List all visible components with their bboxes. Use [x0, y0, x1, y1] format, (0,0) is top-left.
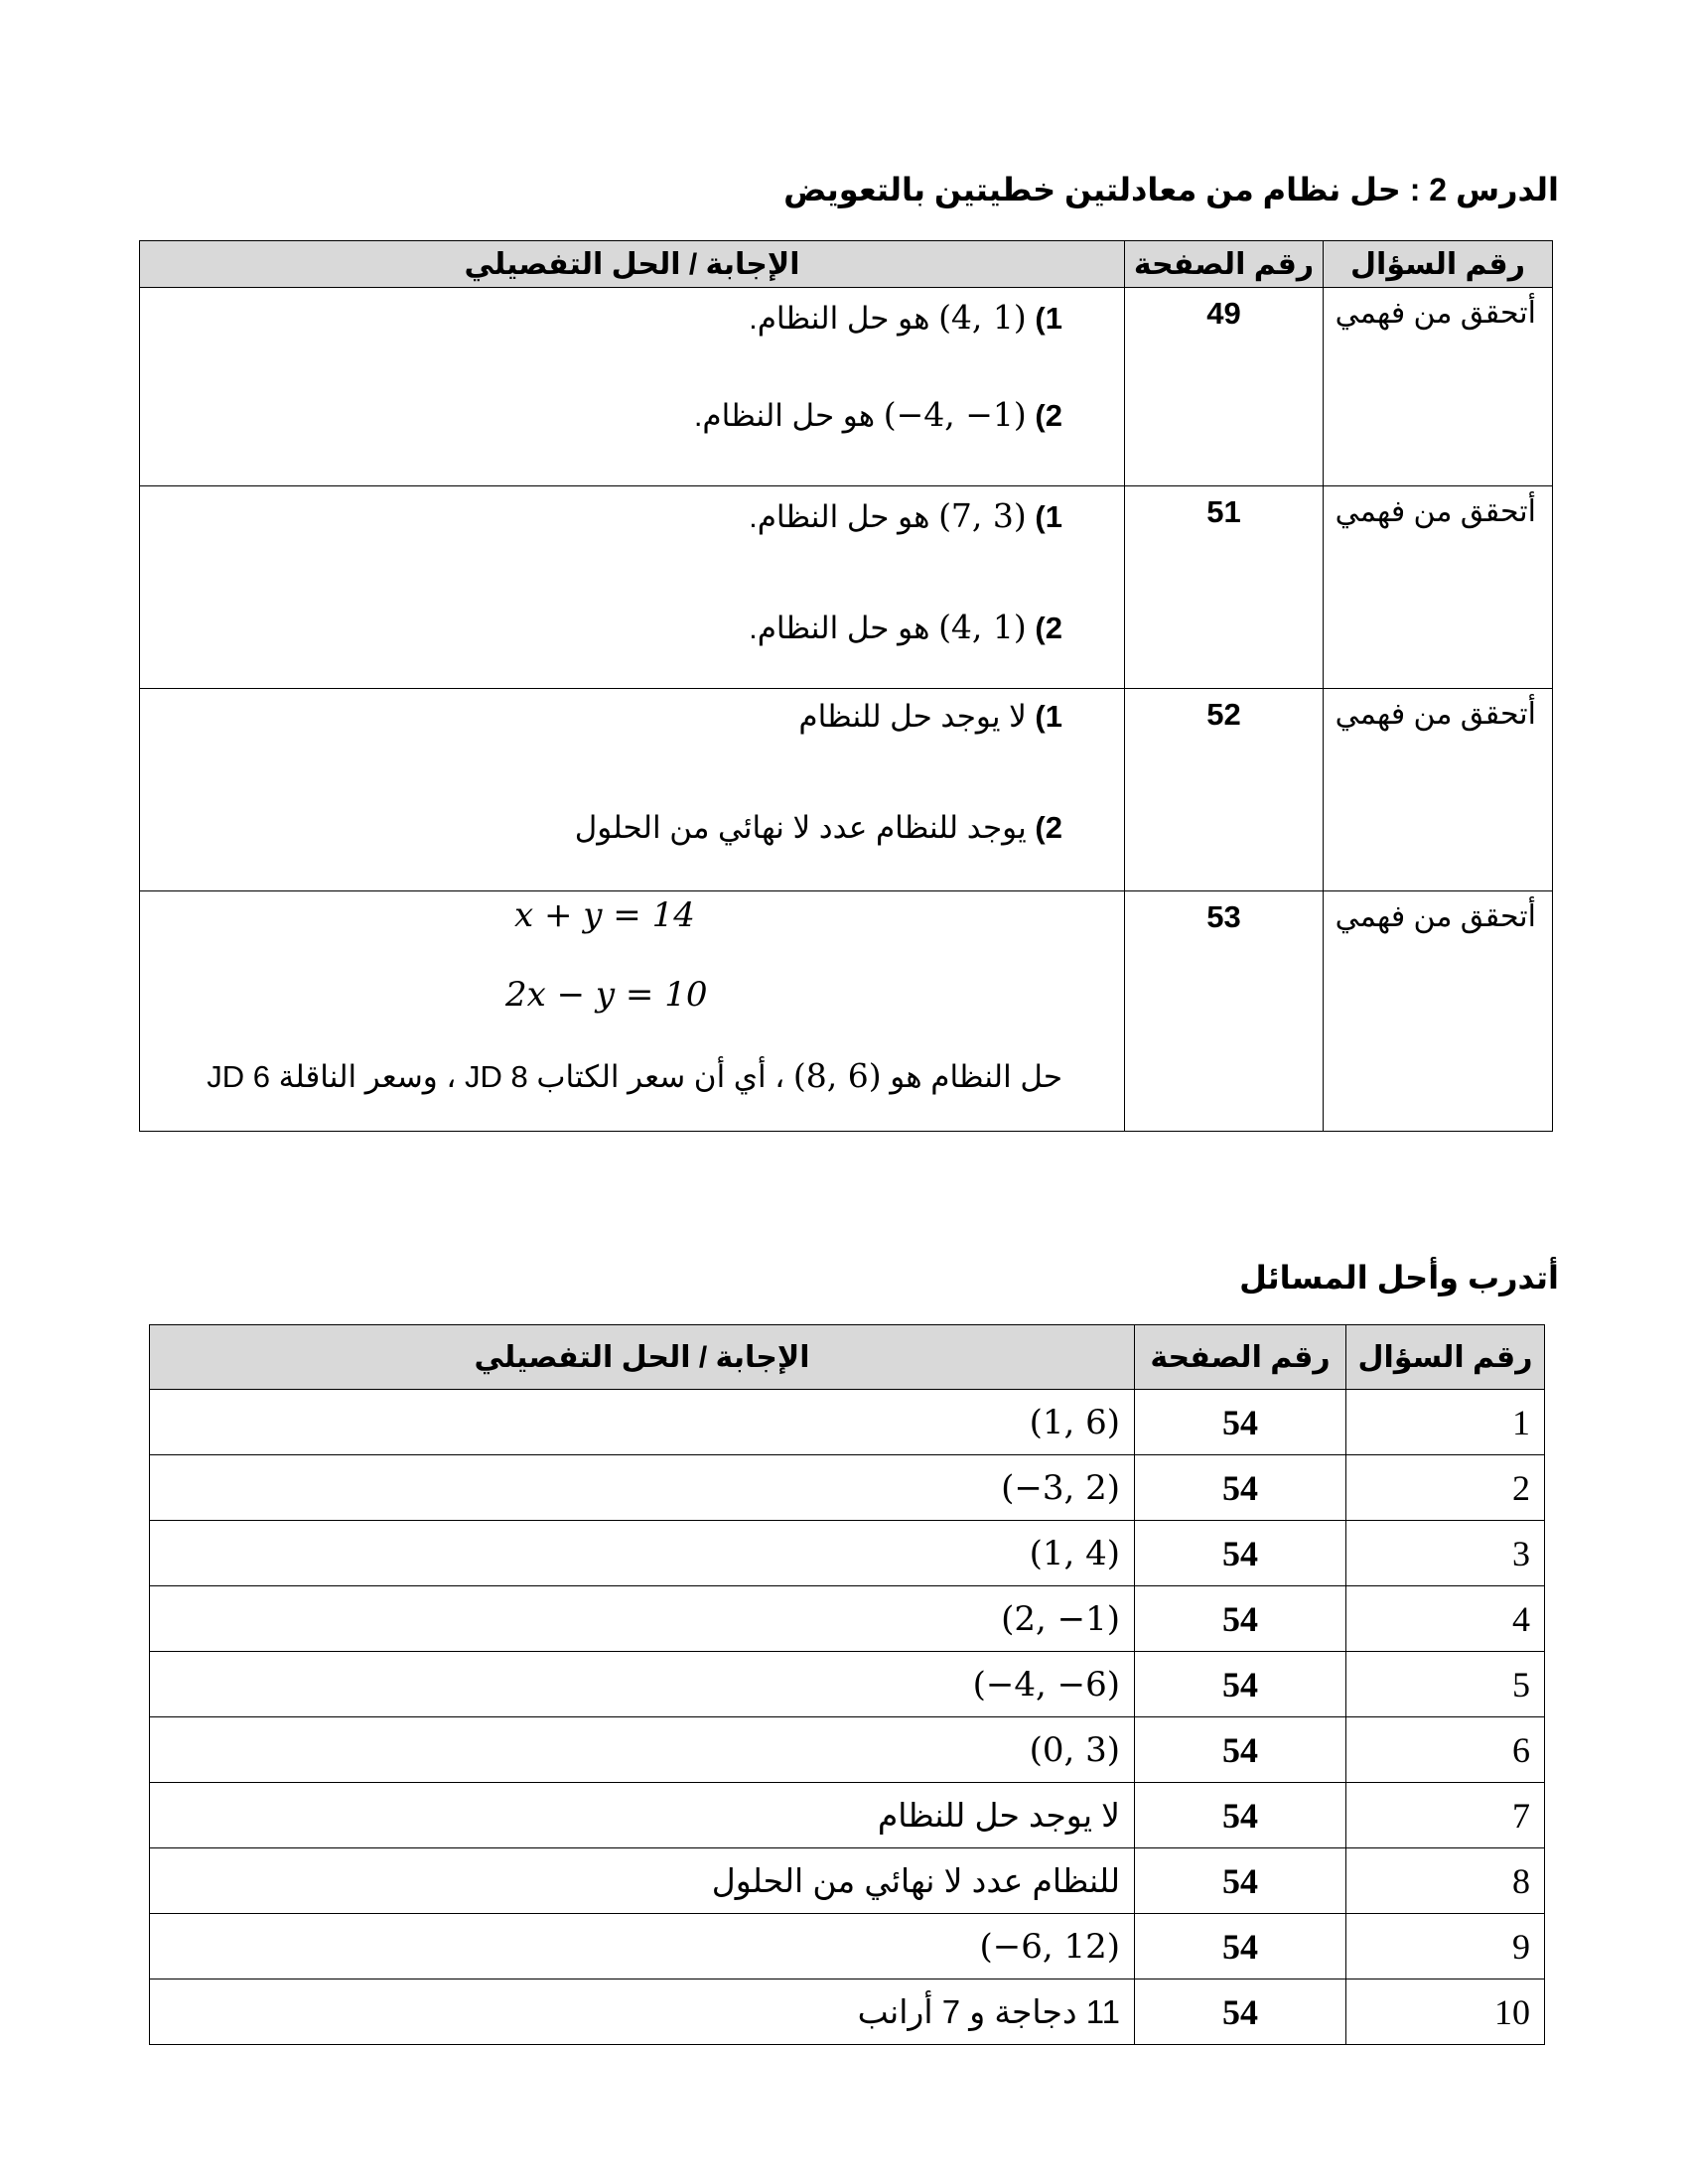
- question-cell: أتحقق من فهمي: [1324, 689, 1553, 891]
- question-cell: أتحقق من فهمي: [1324, 288, 1553, 486]
- item-number: 2): [1035, 611, 1062, 645]
- header-answer: الإجابة / الحل التفصيلي: [140, 241, 1125, 288]
- page-number: 54: [1135, 1586, 1346, 1652]
- question-number: 1: [1346, 1390, 1545, 1455]
- question-number: 10: [1346, 1979, 1545, 2045]
- question-number: 6: [1346, 1717, 1545, 1783]
- table-row: [150, 1979, 1545, 2045]
- item-number: 1): [1035, 499, 1062, 534]
- conclusion-after: ، أي أن سعر الكتاب 8 JD ، وسعر الناقلة 6 JD: [207, 1059, 785, 1094]
- answer-text: هو حل النظام.: [749, 499, 930, 534]
- table-row: [150, 1521, 1545, 1586]
- answer-text: هو حل النظام.: [749, 611, 930, 645]
- answer-cell: [150, 1455, 1135, 1521]
- table-row: [150, 1586, 1545, 1652]
- answer-text: للنظام عدد لا نهائي من الحلول: [711, 1862, 1120, 1899]
- table-row: [140, 891, 1553, 1132]
- answer-item: [694, 395, 1062, 434]
- header-question: رقم السؤال: [1346, 1325, 1545, 1390]
- answer-text: (1, 6): [1029, 1402, 1120, 1442]
- answer-cell: [140, 689, 1125, 891]
- lesson-title: الدرس 2 : حل نظام من معادلتين خطيتين بالتعويض: [783, 172, 1559, 207]
- page-number: 54: [1135, 1521, 1346, 1586]
- item-number: 1): [1035, 301, 1062, 336]
- header-page: رقم الصفحة: [1135, 1325, 1346, 1390]
- item-number: 2): [1035, 398, 1062, 433]
- page-cell: 52: [1125, 689, 1324, 891]
- answer-text: (1, 4): [1029, 1533, 1120, 1573]
- header-answer: الإجابة / الحل التفصيلي: [150, 1325, 1135, 1390]
- question-number: 4: [1346, 1586, 1545, 1652]
- question-number: 9: [1346, 1914, 1545, 1979]
- page-number: 54: [1135, 1390, 1346, 1455]
- answer-cell: [140, 891, 1125, 1132]
- equation-1: x + y = 14: [514, 895, 695, 935]
- answer-text: (0, 3): [1029, 1729, 1120, 1770]
- question-number: 7: [1346, 1783, 1545, 1848]
- page-number: 54: [1135, 1783, 1346, 1848]
- page-cell: 49: [1125, 288, 1324, 486]
- page-number: 54: [1135, 1652, 1346, 1717]
- question-number: 2: [1346, 1455, 1545, 1521]
- answer-item: [749, 298, 1062, 337]
- question-number: 5: [1346, 1652, 1545, 1717]
- table-row: [150, 1783, 1545, 1848]
- table-row: [150, 1848, 1545, 1914]
- header-page: رقم الصفحة: [1125, 241, 1324, 288]
- table-row: [140, 486, 1553, 689]
- answer-cell: [150, 1914, 1135, 1979]
- table-row: [150, 1652, 1545, 1717]
- answer-item: [575, 810, 1062, 846]
- conclusion-line: [207, 1056, 1062, 1095]
- solution-point: (8, 6): [792, 1056, 882, 1095]
- answer-cell: [140, 288, 1125, 486]
- answer-cell: [150, 1783, 1135, 1848]
- answer-cell: [150, 1652, 1135, 1717]
- table-header-row: [140, 241, 1553, 288]
- solution-point: (4, 1): [938, 608, 1027, 646]
- answer-cell: [150, 1848, 1135, 1914]
- table-row: [150, 1390, 1545, 1455]
- table-header-row: [150, 1325, 1545, 1390]
- page-number: 54: [1135, 1979, 1346, 2045]
- solution-point: (−4, −1): [883, 395, 1027, 434]
- answer-item: [798, 699, 1062, 735]
- answer-text: (−6, 12): [979, 1926, 1120, 1967]
- answer-cell: [140, 486, 1125, 689]
- solution-point: (4, 1): [938, 298, 1027, 337]
- table-row: [140, 288, 1553, 486]
- answer-item: [749, 496, 1062, 535]
- section-title: أتدرب وأحل المسائل: [1239, 1260, 1559, 1296]
- item-number: 2): [1035, 810, 1062, 845]
- answer-text: 11 دجاجة و 7 أرانب: [857, 1993, 1120, 2030]
- table-row: [150, 1455, 1545, 1521]
- page-number: 54: [1135, 1914, 1346, 1979]
- page-number: 54: [1135, 1717, 1346, 1783]
- question-number: 8: [1346, 1848, 1545, 1914]
- practice-table: [149, 1324, 1545, 2045]
- item-number: 1): [1035, 699, 1062, 734]
- equation-2: 2x − y = 10: [505, 975, 708, 1015]
- answer-text: لا يوجد حل للنظام: [877, 1797, 1120, 1834]
- check-understanding-table: [139, 240, 1553, 1132]
- page-cell: 51: [1125, 486, 1324, 689]
- question-cell: أتحقق من فهمي: [1324, 486, 1553, 689]
- answer-text: هو حل النظام.: [693, 398, 876, 433]
- answer-cell: [150, 1390, 1135, 1455]
- answer-text: (−4, −6): [972, 1664, 1120, 1705]
- answer-text: يوجد للنظام عدد لا نهائي من الحلول: [574, 810, 1027, 845]
- question-number: 3: [1346, 1521, 1545, 1586]
- page-number: 54: [1135, 1848, 1346, 1914]
- page-cell: 53: [1125, 891, 1324, 1132]
- header-question: رقم السؤال: [1324, 241, 1553, 288]
- answer-text: (2, −1): [1001, 1598, 1120, 1639]
- page-number: 54: [1135, 1455, 1346, 1521]
- answer-item: [749, 608, 1062, 646]
- solution-point: (7, 3): [938, 496, 1027, 535]
- conclusion-before: حل النظام هو: [890, 1059, 1062, 1094]
- answer-cell: [150, 1521, 1135, 1586]
- answer-cell: [150, 1586, 1135, 1652]
- table-row: [140, 689, 1553, 891]
- answer-text: (−3, 2): [1001, 1467, 1120, 1508]
- question-cell: أتحقق من فهمي: [1324, 891, 1553, 1132]
- table-row: [150, 1717, 1545, 1783]
- answer-cell: [150, 1717, 1135, 1783]
- answer-text: هو حل النظام.: [749, 301, 930, 336]
- answer-text: لا يوجد حل للنظام: [798, 699, 1027, 734]
- table-row: [150, 1914, 1545, 1979]
- answer-cell: [150, 1979, 1135, 2045]
